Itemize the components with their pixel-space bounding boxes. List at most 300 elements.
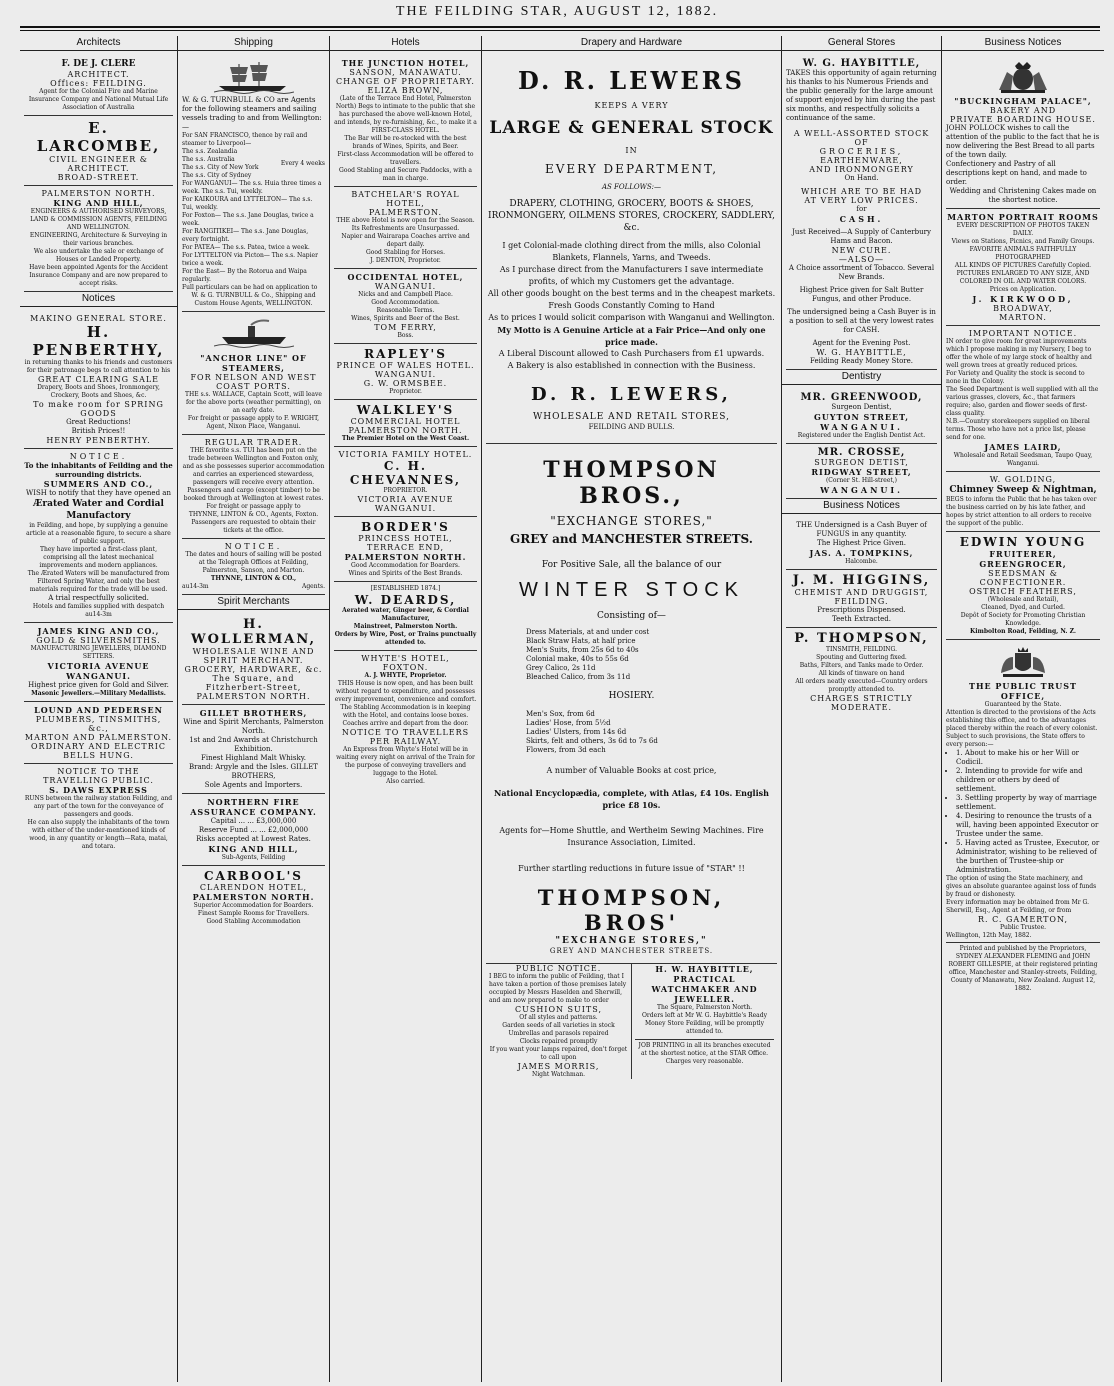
ad-text: The Premier Hotel on the West Coast.: [341, 435, 470, 442]
ad-reserve: Reserve Fund ... ... £2,000,000: [198, 826, 309, 834]
ad-title: NOTICE.: [224, 542, 283, 551]
ad-title: IMPORTANT NOTICE.: [968, 329, 1078, 338]
ad-trade: PLUMBERS, TINSMITHS, &c.,: [35, 715, 162, 733]
ad-text: CHARGES STRICTLY MODERATE.: [810, 694, 913, 712]
ad-towns: MARTON AND PALMERSTON.: [24, 733, 173, 742]
imprint: Printed and published by the Proprietors, SYDNEY ALEXANDER FLEMING and JOHN ROBERT GILLESPIE, at their registered printing office, Manchester and Stanley-streets, Feilding, County of Manawatu, New Zealand. August 12, 1882.: [946, 942, 1100, 993]
ad-batchelar: [334, 187, 477, 269]
ad-town: PALMERSTON NORTH.: [348, 426, 463, 435]
ad-text: Great Reductions!: [66, 418, 131, 426]
ad-address: BROADWAY,: [993, 304, 1053, 313]
ad-name: ELIZA BROWN,: [367, 86, 444, 95]
stock-item: Grey Calico, 2s 11d: [526, 664, 596, 672]
ad-public-notice: [486, 964, 631, 1079]
ship-name: The s.s. City of New York: [182, 164, 259, 171]
column-drapery: [482, 36, 782, 1382]
section-header: Dentistry: [782, 370, 941, 385]
ad-text: An Express from Whyte's Hotel will be in waiting every night on arrival of the Train for the purpose of conveying travellers and luggage to the Hotel.: [336, 746, 475, 777]
ad-sub: COMMERCIAL HOTEL: [350, 417, 461, 426]
ad-thompson: [486, 444, 777, 964]
section-header: Spirit Merchants: [178, 595, 329, 610]
ad-text: Orders left at Mr W. G. Haybittle's Ready Money Store Feilding, will be promptly attended to.: [642, 1012, 767, 1035]
ad-text: For RANGITIKEI— The s.s. Jane Douglas, every fortnight.: [182, 228, 309, 243]
ad-proprietor: A. J. WHYTE, Proprietor.: [364, 672, 447, 679]
ad-text: All other goods bought on the best terms and in the cheapest markets.: [487, 289, 776, 298]
column-hotels: [330, 36, 482, 1382]
ad-text: AS FOLLOWS:—: [601, 183, 662, 191]
ad-deards: [334, 582, 477, 651]
ad-text: Aerated water, Ginger beer, & Cordial Manufacturer,: [342, 607, 469, 622]
ad-text: For Positive Sale, all the balance of our: [541, 560, 722, 570]
ad-signature: HENRY PENBERTHY.: [46, 436, 151, 445]
ad-text: NEW CURE.: [831, 246, 892, 255]
ad-text: THIS House is now open, and has been built without regard to expenditure, and possesses every improvement, convenience and comfort.: [334, 680, 477, 703]
ad-name: OCCIDENTAL HOTEL,: [347, 272, 464, 282]
ad-address: Mainstreet, Palmerston North.: [353, 623, 458, 630]
ad-text: ALL KINDS OF PICTURES Carefully Copied.: [954, 262, 1092, 269]
ad-name: VICTORIA FAMILY HOTEL.: [338, 450, 473, 459]
ad-text: Feilding Ready Money Store.: [809, 357, 914, 365]
ad-code: au14-3m: [182, 583, 209, 590]
ad-text: On Hand.: [844, 174, 879, 182]
ad-text: For PATEA— The s.s. Patea, twice a week.: [182, 244, 310, 251]
masthead-rule-thin: [20, 30, 1100, 31]
ad-text: MANUFACTURING JEWELLERS, DIAMOND SETTERS.: [30, 645, 167, 660]
ad-text: Wedding and Christening Cakes made on the shortest notice.: [949, 187, 1097, 204]
stock-item: Dress Materials, at and under cost: [526, 628, 650, 636]
ad-text: The Seed Department is well supplied with all the various grasses, clovers, &c., that farmers require; also, garden and flower seeds of first-class quality.: [946, 386, 1099, 417]
ad-name: EDWIN YOUNG: [959, 535, 1087, 549]
ad-text: The undersigned being a Cash Buyer is in a position to sell at the very lowest rates for CASH.: [787, 308, 936, 334]
ad-king-hill: [24, 186, 173, 292]
ad-signature: JAS. A. TOMPKINS,: [809, 548, 914, 558]
ad-text: Have been appointed Agents for the Accident Insurance Company and are now prepared to accept risks.: [29, 264, 168, 287]
ad-trade: PRACTICAL WATCHMAKER AND JEWELLER.: [651, 974, 758, 1004]
ad-text: To the inhabitants of Feilding and the surrounding districts.: [24, 461, 173, 479]
ad-sub: PRINCESS HOTEL,: [358, 534, 453, 543]
ad-text: TAKES this opportunity of again returning his thanks to his Numerous Friends and the public generally for the large amount of support enjoyed by him during the past six months, and respectfully solicits a continuance of the same.: [786, 69, 937, 122]
ad-text: Boss.: [397, 332, 414, 339]
ad-text: They have imported a first-class plant, comprising all the latest mechanical improvements and modern appliances.: [39, 546, 158, 569]
ad-sub: WHOLESALE AND RETAIL STORES,: [533, 412, 730, 422]
ad-address: The Square, Palmerston North.: [656, 1004, 753, 1011]
ad-text: For Foxton— The s.s. Jane Douglas, twice a week.: [182, 212, 314, 227]
ad-james-king: [24, 623, 173, 702]
ship-name: The s.s. Zealandia: [182, 148, 238, 155]
ad-text: Full particulars can be had on application to: [182, 284, 318, 291]
ad-penberthy: [24, 311, 173, 449]
ad-text: THE above Hotel is now open for the Season.: [336, 217, 475, 224]
column-shipping: [178, 36, 330, 1382]
ad-name: E. LARCOMBE,: [36, 119, 161, 155]
section-header: Architects: [20, 36, 177, 51]
ad-text: The dates and hours of sailing will be posted at the Telegraph Offices at Feilding, Palmerston, Sanson, and Marton.: [185, 551, 322, 574]
ad-town: MARTON.: [999, 313, 1047, 322]
ad-text: Fresh Goods Constantly Coming to Hand: [548, 301, 715, 310]
ad-summers: [24, 449, 173, 623]
ad-text: N.B.—Country storekeepers supplied on liberal terms. Those who have not a price list, please send for one.: [946, 418, 1090, 441]
ad-text: AT VERY LOW PRICES.: [804, 196, 919, 205]
ad-greenwood: [786, 389, 937, 444]
ad-text: EARTHENWARE,: [820, 156, 903, 165]
ad-text: Agent for the Evening Post.: [812, 339, 911, 347]
ad-name: W. DEARDS,: [354, 593, 457, 607]
ad-text: WHICH ARE TO BE HAD: [800, 187, 923, 196]
ad-role: CHEMIST AND DRUGGIST,: [794, 588, 929, 597]
ad-text: OSTRICH FEATHERS,: [969, 587, 1077, 596]
ad-code: au14-3m: [85, 611, 112, 618]
ad-text: A Liberal Discount allowed to Cash Purchasers from £1 upwards.: [498, 349, 765, 358]
ad-name: H. W. HAYBITTLE,: [655, 964, 754, 974]
ad-text: Views on Stations, Picnics, and Family Groups.: [951, 238, 1095, 245]
ad-name: WHYTE'S HOTEL,: [361, 654, 450, 663]
ad-agent: THYNNE, LINTON & CO., Agents, Foxton.: [188, 511, 319, 518]
ship-name: The s.s. Australia: [182, 156, 235, 163]
ad-name: S. DAWS EXPRESS: [49, 785, 148, 795]
ad-edwin-young: [946, 532, 1100, 640]
coat-of-arms-icon: [993, 645, 1053, 679]
ad-text: (Wholesale and Retail),: [987, 596, 1059, 603]
ad-trade: Chimney Sweep & Nightman,: [949, 485, 1097, 495]
ad-text: THE Undersigned is a Cash Buyer of FUNGUS in any quantity.: [796, 521, 927, 538]
ad-text: The Bar will be re-stocked with the best brands of Wines, Spirits, and Beer.: [344, 135, 467, 150]
ad-text: Prices on Application.: [989, 286, 1057, 293]
sailing-ship-icon: [214, 60, 294, 94]
stock-item: Black Straw Hats, at half price: [526, 637, 636, 645]
trust-list: [946, 749, 1100, 875]
ad-text: All kinds of tinware on hand: [818, 670, 905, 677]
ad-text: IN order to give room for great improvements which I propose making in my Nursery, I beg to offer the whole of my large stock of healthy and well grown trees at greatly reduced prices.: [946, 338, 1092, 369]
ad-higgins: [786, 570, 937, 628]
ad-text: The Ærated Waters will be manufactured from Filtered Spring Water, and only the best materials required for the trade will be used.: [27, 570, 170, 593]
ad-text: Teeth Extracted.: [832, 615, 891, 623]
stock-item: Bleached Calico, from 3s 11d: [526, 673, 631, 681]
ad-name: "BUCKINGHAM PALACE",: [954, 96, 1092, 106]
ad-larcombe: [24, 116, 173, 186]
ad-town: FEILDING AND BULLS.: [588, 423, 675, 431]
ad-name: GILLET BROTHERS,: [199, 708, 308, 718]
ad-text: Its Refreshments are Unsurpassed.: [351, 225, 460, 232]
ad-text: Highest price given for Gold and Silver.: [28, 681, 169, 689]
ad-text: Drapery, Boots and Shoes, Ironmongery, Crockery, Boots and Shoes, &c.: [37, 384, 160, 399]
stock-item: Skirts, felt and others, 3s 6d to 7s 6d: [526, 737, 658, 745]
ad-text: We also undertake the sale or exchange of Houses or Landed Property.: [33, 248, 164, 263]
ad-proprietor: G. W. ORMSBEE.: [363, 379, 448, 388]
ad-text: Risks accepted at Lowest Rates.: [196, 835, 311, 843]
ad-text: Coaches arrive and depart from the door.: [342, 720, 469, 727]
ad-text: Public Trustee.: [999, 924, 1047, 931]
bottom-ads: [486, 964, 777, 1079]
ad-text: Finest Highland Malt Whisky.: [201, 754, 306, 762]
ad-text: Just Received—A Supply of Canterbury Hams and Bacon.: [792, 228, 931, 245]
ad-turnbull: [182, 55, 325, 312]
royal-crest-icon: [993, 60, 1053, 94]
ad-text: Sub-Agents, Feilding: [221, 854, 286, 861]
ad-text: THE favorite s.s. TUI has been put on the trade between Wellington and Foxton only, and as she possesses superior accommodation and carries an experienced stewardess, passengers will receive every attention.: [182, 447, 325, 486]
ad-name: D. R. LEWERS: [517, 66, 745, 95]
ad-text: A trial respectfully solicited.: [48, 594, 149, 602]
ad-name: J. M. HIGGINS,: [792, 573, 931, 588]
ad-sub: "EXCHANGE STORES,": [555, 936, 708, 946]
ad-town: PALMERSTON NORTH.: [192, 892, 315, 902]
ad-fungus: [786, 518, 937, 570]
ad-text: CUSHION SUITS,: [514, 1005, 603, 1014]
ad-name: LOUND AND PEDERSEN: [34, 705, 163, 715]
ad-text: in Feilding, and hope, by supplying a genuine article at a reasonable figure, to secure a share of public support.: [26, 522, 171, 545]
ad-text: BEGS to inform the Public that he has taken over the business carried on by his late father, and hopes by strict attention to all orders to receive the support of the public.: [946, 496, 1097, 527]
ad-sub: BAKERY AND: [989, 106, 1057, 115]
ad-clere: [24, 55, 173, 116]
ad-text: KEEPS A VERY: [594, 101, 669, 110]
stock-item: Ladies' Ulsters, from 14s 6d: [526, 728, 627, 736]
ad-text: PROPRIETOR.: [383, 487, 428, 494]
ad-text: Agent for the Colonial Fire and Marine Insurance Company and National Mutual Life Association of Australia: [28, 88, 169, 111]
ad-borders: [334, 517, 477, 582]
ad-whytes: [334, 651, 477, 789]
list-item: • 3. Settling property by way of marriage settlement.: [956, 794, 1100, 812]
ad-role: SURGEON DETIST,: [814, 458, 909, 467]
ad-text: For WANGANUI— The s.s. Huia three times a week. The s.s. Tui, weekly.: [182, 180, 322, 195]
ad-name: RAPLEY'S: [364, 347, 447, 361]
ad-town: Halcombe.: [845, 558, 878, 565]
ad-text: Good Stabling and Secure Paddocks, with a man in charge.: [339, 167, 472, 182]
ad-text: For LYTTELTON via Picton— The s.s. Napier twice a week.: [182, 252, 318, 267]
ad-headline: EVERY DEPARTMENT,: [544, 162, 719, 176]
newspaper-title: THE FEILDING STAR, AUGUST 12, 1882.: [395, 4, 719, 19]
ad-sub: GOLD & SILVERSMITHS.: [36, 636, 161, 645]
ad-town: WANGANUI.: [820, 485, 903, 495]
stock-item: Men's Sox, from 6d: [526, 710, 595, 718]
ad-sub: WHOLESALE WINE AND SPIRIT MERCHANT.: [192, 647, 315, 665]
ad-role: Surgeon Dentist,: [831, 403, 892, 411]
ad-name: P. THOMPSON,: [794, 631, 929, 646]
ad-golding: [946, 472, 1100, 532]
ad-text: Good Accommodation.: [371, 299, 440, 306]
ad-proprietor: TOM FERRY,: [374, 323, 437, 332]
ad-title: GREAT CLEARING SALE: [37, 375, 160, 384]
ad-title: REGULAR TRADER.: [204, 438, 303, 447]
ad-occidental: [334, 269, 477, 344]
ad-text: Umbrellas and parasols repaired: [508, 1030, 609, 1037]
ad-headline: WINTER STOCK: [519, 579, 744, 601]
ad-address: VICTORIA AVENUE WANGANUI.: [357, 495, 454, 513]
ad-sub: Wine and Spirit Merchants, Palmerston North.: [183, 718, 324, 735]
ad-text: Nicks and and Campbell Place.: [358, 291, 453, 298]
ad-text: Wholesale and Retail Seedsman, Taupo Quay, Wanganui.: [953, 452, 1093, 467]
stock-item: Flowers, from 3d each: [526, 746, 606, 754]
ad-name: BATCHELAR'S ROYAL HOTEL,: [351, 190, 460, 208]
ad-text: First-class Accommodation will be offered to travellers.: [337, 151, 474, 166]
ad-text: THE s.s. WALLACE, Captain Scott, will leave for the above ports (weather permitting), on an early date.: [185, 391, 322, 414]
ad-text: GROCERY, HARDWARE, &c.: [184, 665, 323, 674]
ad-text: Brand: Argyle and the Isles. GILLET BROTHERS,: [189, 763, 318, 780]
ad-text: JOB PRINTING in all its branches executed at the shortest notice, at the STAR Office. Charges very reasonable.: [635, 1039, 774, 1066]
ad-northern-fire: [182, 794, 325, 866]
ad-text: (Corner St. Hill-street,): [825, 477, 898, 484]
ad-text: A number of Valuable Books at cost price,: [546, 766, 717, 775]
ad-name: W. GOLDING,: [989, 475, 1057, 484]
ad-text: FAVORITE ANIMALS FAITHFULLY PHOTOGRAPHED: [969, 246, 1077, 261]
ad-text: WISH to notify that they have opened an: [26, 489, 171, 497]
ad-text: JOHN POLLOCK wishes to call the attention of the public to the fact that he is now delivering the Best Bread to all parts of the town daily.: [946, 124, 1100, 159]
ad-name: NORTHERN FIRE ASSURANCE COMPANY.: [190, 797, 317, 817]
ad-town: FEILDING.: [834, 597, 889, 606]
ad-daws: [24, 764, 173, 854]
ad-rapleys: [334, 344, 477, 400]
list-item: • 1. About to make his or her Will or Codicil.: [956, 749, 1100, 767]
ad-offices: Offices: FEILDING.: [50, 79, 147, 88]
ad-signature: JAMES MORRIS,: [517, 1062, 600, 1071]
ad-text: Passengers and cargo (except timber) to be booked through at Wellington at lowest rates.: [183, 487, 324, 502]
ad-text: [ESTABLISHED 1874.]: [370, 585, 441, 592]
ad-agent: KING AND HILL,: [208, 844, 299, 854]
ad-text: Every 4 weeks: [280, 160, 325, 167]
ad-walkleys: [334, 400, 477, 447]
ad-text: If you want your lamps repaired, don't forget to call upon: [489, 1046, 628, 1061]
ad-text: I get Colonial-made clothing direct from the mills, also Colonial Blankets, Flannels, Yarns, and Tweeds.: [502, 241, 761, 262]
ad-text: Good Stabling Accommodation: [206, 918, 301, 925]
ad-address: Kimbolton Road, Feilding, N. Z.: [970, 628, 1076, 635]
ad-text: A Choice assortment of Tobacco. Several New Brands.: [788, 264, 935, 281]
ad-text: To make room for SPRING GOODS: [33, 400, 164, 418]
ad-title: NOTICE TO TRAVELLERS PER RAILWAY.: [341, 728, 470, 746]
section-header: Business Notices: [782, 499, 941, 514]
ad-title: Ærated Water and Cordial Manufactory: [33, 499, 164, 521]
ad-name: THE PUBLIC TRUST OFFICE,: [969, 681, 1077, 701]
ad-agent: THYNNE, LINTON & CO.,: [210, 575, 297, 582]
ad-street: BROAD-STREET.: [57, 173, 140, 182]
ad-text: Masonic Jewellers.—Military Medallists.: [31, 690, 166, 697]
ad-text: Clocks repaired promptly: [519, 1038, 598, 1045]
ad-town: FOXTON.: [382, 663, 429, 672]
section-header: Hotels: [330, 36, 481, 51]
ad-text: Night Watchman.: [531, 1071, 586, 1078]
ad-sub: FOR NELSON AND WEST COAST PORTS.: [190, 373, 317, 391]
ad-notice-sailing: [182, 539, 325, 595]
list-item: • 5. Having acted as Trustee, Executor, or Administrator, wishing to be relieved of the burthen of Trustee-ship or Administration.: [956, 839, 1100, 875]
ad-text: The option of using the State machinery, and gives an absolute guarantee against loss of funds by fraud or dishonesty.: [946, 875, 1097, 898]
ad-text: AND IRONMONGERY: [809, 165, 914, 174]
ad-name: THE JUNCTION HOTEL,: [341, 58, 470, 68]
ad-name: BORDER'S: [361, 520, 450, 534]
ad-p-thompson: [786, 628, 937, 715]
ad-agent: Agent, Nixon Place, Wanganui.: [206, 423, 301, 430]
ad-wg-haybittle: [786, 55, 937, 370]
ad-role: CIVIL ENGINEER & ARCHITECT.: [49, 155, 148, 173]
ad-text: Confectionery and Pastry of all descriptions kept on hand, and made to order.: [946, 160, 1087, 186]
ad-name: THOMPSON, BROS': [537, 885, 726, 935]
ad-text: All orders neatly executed—Country orders promptly attended to.: [795, 678, 928, 693]
ad-text: National Encyclopædia, complete, with Atlas, £4 10s. English price £8 10s.: [494, 788, 769, 810]
ad-marton-portraits: [946, 209, 1100, 326]
ad-public-trust: [946, 640, 1100, 996]
ad-gillet: [182, 705, 325, 794]
ad-crosse: [786, 444, 937, 499]
ad-text: Cleaned, Dyed, and Curled.: [981, 604, 1065, 611]
ad-town: WANGANUI.: [820, 422, 903, 432]
ad-text: Orders by Wire, Post, or Trains punctually attended to.: [334, 631, 477, 646]
ad-name: W. G. HAYBITTLE,: [802, 58, 921, 69]
ad-name: D. R. LEWERS,: [531, 384, 732, 405]
stock-item: Ladies' Hose, from 5½d: [526, 719, 611, 727]
ad-address: RIDGWAY STREET,: [811, 467, 912, 477]
ad-sub: PRINCE OF WALES HOTEL.: [336, 361, 475, 370]
ad-address: The Square, and Fitzherbert-Street, PALMERSTON NORTH.: [196, 674, 311, 701]
ad-sub: TERRACE END,: [366, 543, 444, 552]
ad-text: For SAN FRANCISCO, thence by rail and steamer to Liverpool—: [182, 132, 308, 147]
section-header: Shipping: [178, 36, 329, 51]
ad-text: PICTURES ENLARGED TO ANY SIZE, AND COLORED IN OIL AND WATER COLORS.: [956, 270, 1090, 285]
ad-text: Also carried.: [386, 778, 425, 785]
ad-text: Good Accommodation for Boarders.: [351, 562, 460, 569]
ad-text: For KAIKOURA and LYTTELTON— The s.s. Tui, weekly.: [182, 196, 313, 211]
ad-text: for: [856, 205, 867, 213]
ad-text: Napier and Wairarapa Coaches arrive and depart daily.: [341, 233, 470, 248]
ad-text: For freight or passage apply to F. WRIGHT,: [187, 415, 320, 422]
column-general-stores: [782, 36, 942, 1382]
ad-wollerman: [182, 614, 325, 705]
ad-proprietor: J. DENTON, Proprietor.: [370, 257, 441, 264]
ad-text: Baths, Filters, and Tanks made to Order.: [799, 662, 924, 669]
ad-name: THOMPSON BROS.,: [543, 457, 720, 509]
ad-address: VICTORIA AVENUE WANGANUI.: [47, 661, 150, 681]
ad-name: WALKLEY'S: [356, 403, 455, 417]
ad-text: ENGINEERS & AUTHORISED SURVEYORS, LAND & COMMISSION AGENTS, FEILDING AND WELLINGTON.: [30, 208, 167, 231]
ad-clarendon: [182, 866, 325, 929]
ad-address: GREY AND MANCHESTER STREETS.: [549, 947, 714, 955]
list-item: • 2. Intending to provide for wife and children or others by deed of settlement.: [956, 767, 1100, 794]
ad-text: The Stabling Accommodation is in keeping with the Hotel, and contains loose boxes.: [340, 704, 471, 719]
ad-text: ORDINARY AND ELECTRIC BELLS HUNG.: [30, 742, 167, 760]
ad-text: I BEG to inform the public of Feilding, that I have taken a portion of those premises lately occupied by Messrs Haselden and Sherwill, and am now prepared to make to order: [489, 973, 627, 1004]
ad-date: Wellington, 12th May, 1882.: [946, 932, 1032, 939]
ad-text: Finest Sample Rooms for Travellers.: [197, 910, 310, 917]
ad-text: IN: [625, 146, 638, 155]
ad-text: Reasonable Terms.: [376, 307, 435, 314]
ad-text: Further startling reductions in future issue of "STAR" !!: [518, 864, 745, 873]
ad-town: PALMERSTON NORTH.: [344, 552, 467, 562]
ad-text: For Variety and Quality the stock is second to none in the Colony.: [946, 370, 1085, 385]
ad-laird: [946, 326, 1100, 472]
ad-name: H. WOLLERMAN,: [191, 617, 316, 647]
ad-text: A WELL-ASSORTED STOCK OF: [793, 129, 930, 147]
steamer-icon: [214, 317, 294, 351]
ad-title: NOTICE TO THE TRAVELLING PUBLIC.: [43, 767, 154, 785]
ad-victoria-hotel: [334, 447, 477, 517]
ad-name: MR. CROSSE,: [817, 447, 906, 458]
columns: [20, 36, 1104, 1382]
ad-text: Every information may be obtained from Mr G. Sherwill, Esq., Agent at Feilding, or from: [946, 899, 1090, 914]
stock-item: Men's Suits, from 25s 6d to 40s: [526, 646, 639, 654]
ad-text: Wines and Spirits of the Best Brands.: [348, 570, 463, 577]
ad-text: My Motto is A Genuine Article at a Fair Price—And only one price made.: [497, 325, 766, 347]
ad-text: —ALSO—: [838, 255, 885, 264]
ad-address: GUYTON STREET,: [814, 412, 909, 422]
ad-text: Hotels and families supplied with despatch: [32, 603, 165, 610]
stock-item: Colonial make, 40s to 55s 6d: [526, 655, 629, 663]
ad-proprietor: C. H. CHEVANNES,: [349, 459, 462, 487]
ad-text: RUNS between the railway station Feilding, and any part of the town for the conveyance of passengers and goods.: [24, 795, 173, 818]
ad-tui: [182, 435, 325, 539]
column-architects: [20, 36, 178, 1382]
section-header: General Stores: [782, 36, 941, 51]
ad-text: Consisting of—: [597, 611, 666, 621]
ad-text: Proprietor.: [389, 388, 422, 395]
ad-lound-pedersen: [24, 702, 173, 764]
ad-text: A Bakery is also established in connection with the Business.: [507, 361, 756, 370]
ad-text: As to prices I would solicit comparison with Wanganui and Wellington.: [488, 313, 775, 322]
ad-name: MR. GREENWOOD,: [800, 392, 923, 403]
